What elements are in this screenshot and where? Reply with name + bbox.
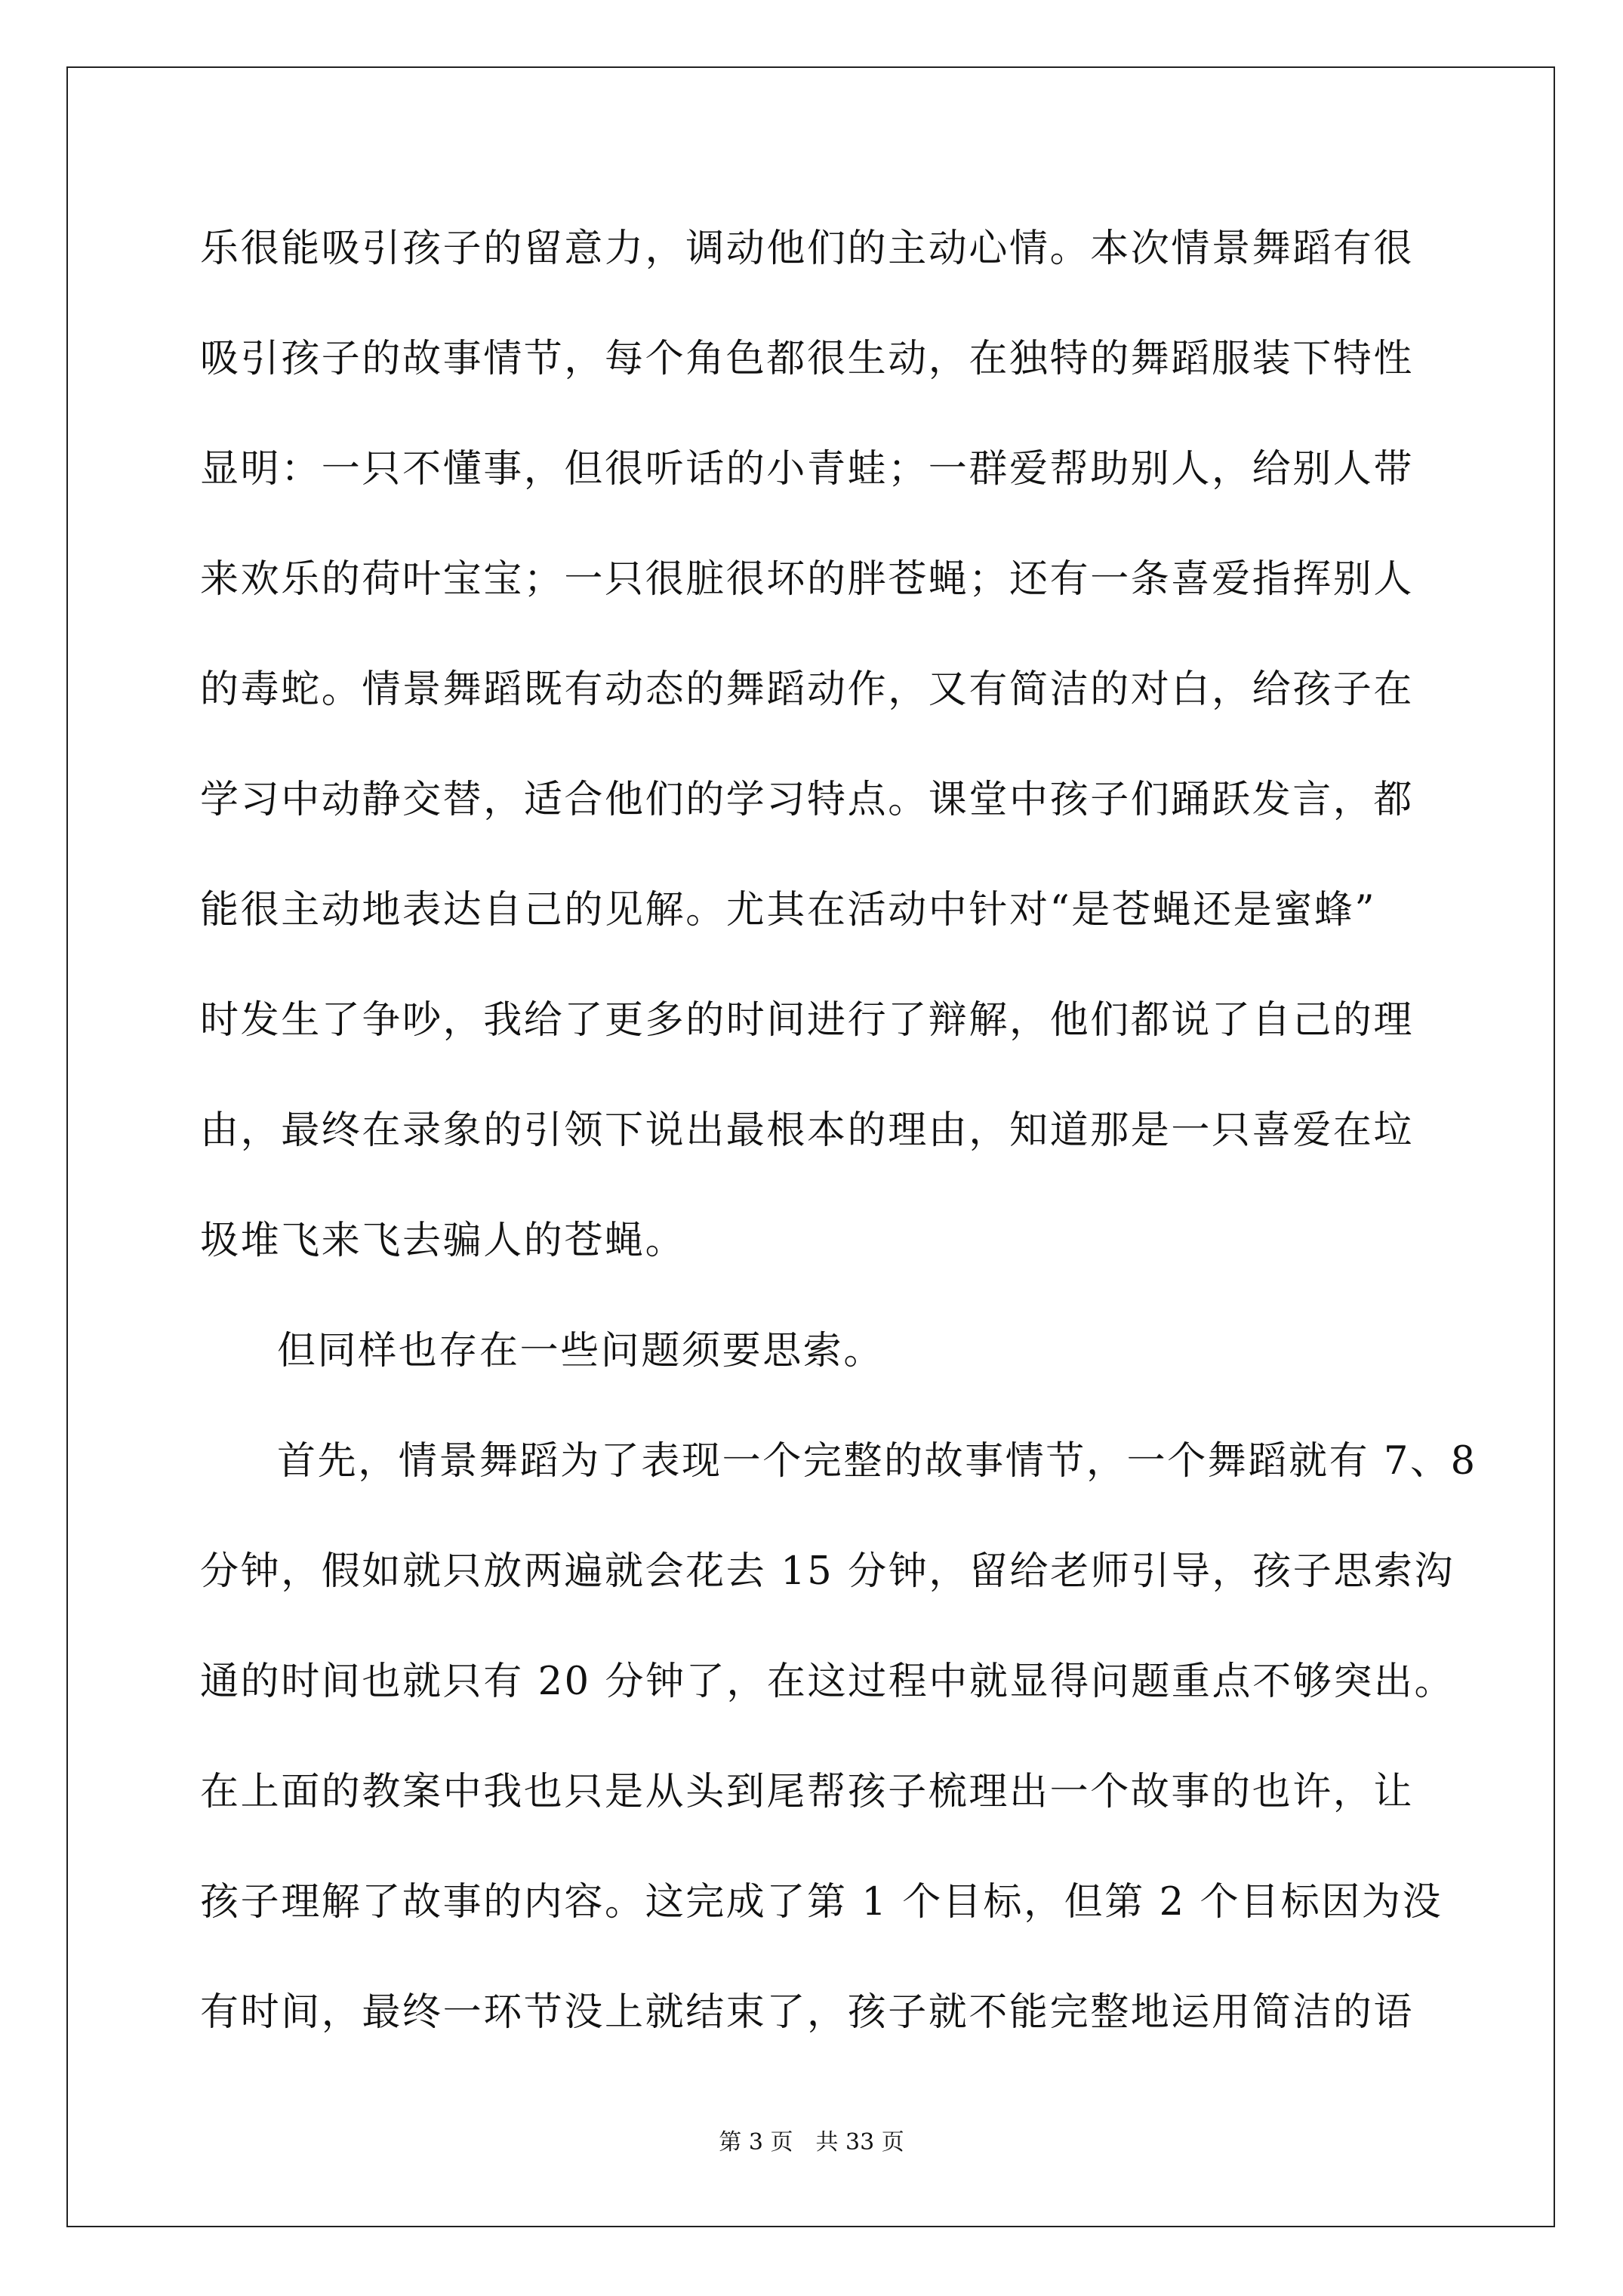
body-text-line: 吸引孩子的故事情节，每个角色都很生动，在独特的舞蹈服装下特性	[200, 337, 1415, 381]
body-text-line: 分钟，假如就只放两遍就会花去 15 分钟，留给老师引导，孩子思索沟	[200, 1549, 1455, 1594]
paragraph-start-line: 首先，情景舞蹈为了表现一个完整的故事情节，一个舞蹈就有 7、8	[277, 1439, 1477, 1484]
body-text-line: 的毒蛇。情景舞蹈既有动态的舞蹈动作，又有简洁的对白，给孩子在	[200, 667, 1415, 712]
body-text-line: 乐很能吸引孩子的留意力，调动他们的主动心情。本次情景舞蹈有很	[200, 227, 1415, 271]
body-text-line: 来欢乐的荷叶宝宝；一只很脏很坏的胖苍蝇；还有一条喜爱指挥别人	[200, 557, 1415, 602]
body-text-line: 在上面的教案中我也只是从头到尾帮孩子梳理出一个故事的也许，让	[200, 1770, 1415, 1814]
body-text-line: 有时间，最终一环节没上就结束了，孩子就不能完整地运用简洁的语	[200, 1990, 1415, 2035]
body-text-line: 显明：一只不懂事，但很听话的小青蛙；一群爱帮助别人，给别人带	[200, 447, 1415, 492]
body-text-line: 时发生了争吵，我给了更多的时间进行了辩解，他们都说了自己的理	[200, 998, 1415, 1043]
body-text-line: 学习中动静交替，适合他们的学习特点。课堂中孩子们踊跃发言，都	[200, 778, 1415, 822]
body-text-line: 能很主动地表达自己的见解。尤其在活动中针对“是苍蝇还是蜜蜂”	[200, 888, 1377, 932]
paragraph-start-line: 但同样也存在一些问题须要思索。	[277, 1329, 885, 1373]
page-footer: 第 3 页 共 33 页	[719, 2129, 904, 2156]
body-text-line: 由，最终在录象的引领下说出最根本的理由，知道那是一只喜爱在垃	[200, 1108, 1415, 1153]
body-text-line: 孩子理解了故事的内容。这完成了第 1 个目标，但第 2 个目标因为没	[200, 1880, 1443, 1925]
body-text-line: 圾堆飞来飞去骗人的苍蝇。	[200, 1219, 686, 1263]
body-text-line: 通的时间也就只有 20 分钟了，在这过程中就显得问题重点不够突出。	[200, 1660, 1455, 1704]
